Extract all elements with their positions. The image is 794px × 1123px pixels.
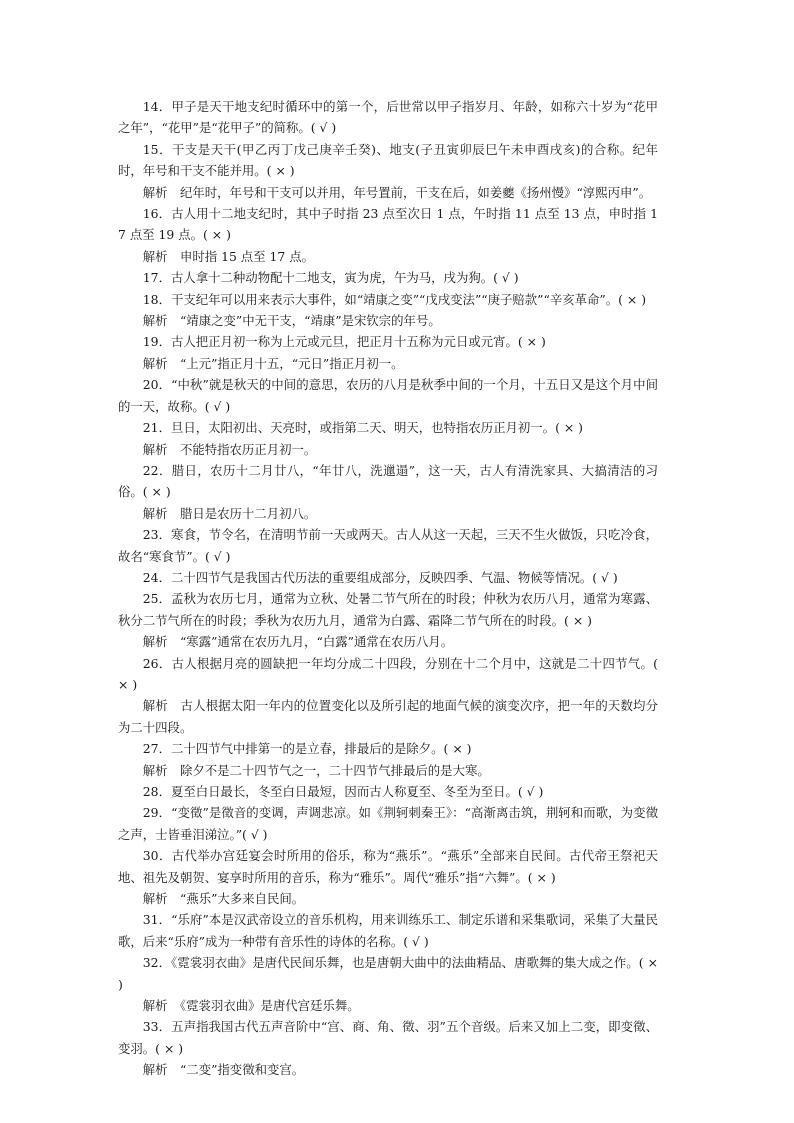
analysis-25: 解析 “寒露”通常在农历九月，“白露”通常在农历八月。 [142, 634, 454, 650]
question-31: 31．“乐府”本是汉武帝设立的音乐机构，用来训练乐工、制定乐谱和采集歌词，采集了大量民歌，后来“乐府”成为一种带有音乐性的诗体的名称。( √ ) [118, 912, 658, 949]
question-14: 14．甲子是天干地支纪时循环中的第一个，后世常以甲子指岁月、年龄，如称六十岁为“花甲之年”，“花甲”是“花甲子”的简称。( √ ) [118, 99, 658, 136]
question-20: 20．“中秋”就是秋天的中间的意思，农历的八月是秋季中间的一个月，十五日又是这个月中间的一天，故称。( √ ) [118, 377, 658, 414]
question-27: 27．二十四节气中排第一的是立春，排最后的是除夕。( × ) [142, 741, 472, 757]
question-22: 22．腊日，农历十二月廿八，“年廿八，洗邋遢”，这一天，古人有清洗家具、大搞清洁的习俗。( × ) [118, 462, 658, 500]
analysis-16: 解析 申时指 15 点至 17 点。 [142, 248, 314, 264]
analysis-33: 解析 “二变”指变徵和变宫。 [142, 1062, 305, 1078]
analysis-26: 解析 古人根据太阳一年内的位置变化以及所引起的地面气候的演变次序，把一年的天数均分为二十四段。 [118, 698, 658, 735]
analysis-18: 解析 “靖康之变”中无干支，“靖康”是宋钦宗的年号。 [142, 313, 441, 329]
question-26: 26．古人根据月亮的圆缺把一年均分成二十四段，分别在十二个月中，这就是二十四节气。( × ) [118, 655, 658, 692]
analysis-21: 解析 不能特指农历正月初一。 [142, 441, 317, 457]
analysis-15: 解析 纪年时，年号和干支可以并用，年号置前，干支在后，如姜夔《扬州慢》“淳熙丙申”。 [142, 184, 652, 200]
question-23: 23．寒食，节令名，在清明节前一天或两天。古人从这一天起，三天不生火做饭，只吃冷食，故名“寒食节”。( √ ) [118, 527, 658, 564]
question-17: 17．古人拿十二种动物配十二地支，寅为虎，午为马，戌为狗。( √ ) [142, 270, 519, 286]
question-28: 28．夏至白日最长，冬至白日最短，因而古人称夏至、冬至为至日。( √ ) [142, 784, 544, 799]
question-16: 16．古人用十二地支纪时，其中子时指 23 点至次日 1 点，午时指 11 点至 13 点，申时指 17 点至 19 点。( × ) [118, 206, 658, 243]
document-page [118, 96, 658, 1081]
question-18: 18．干支纪年可以用来表示大事件，如“靖康之变”“戊戌变法”“庚子赔款”“辛亥革命”。( × ) [142, 291, 647, 307]
analysis-32: 解析 《霓裳羽衣曲》是唐代宫廷乐舞。 [142, 998, 360, 1014]
question-29: 29．“变徵”是徵音的变调，声调悲凉。如《荆轲刺秦王》：“高渐离击筑，荆轲和而歌，为变徵之声，士皆垂泪涕泣。”( √ ) [118, 805, 658, 842]
question-24: 24．二十四节气是我国古代历法的重要组成部分，反映四季、气温、物候等情况。( √ ) [142, 569, 618, 585]
question-25: 25．孟秋为农历七月，通常为立秋、处暑二节气所在的时段；仲秋为农历八月，通常为寒露、秋分二节气所在的时段；季秋为农历九月，通常为白露、霜降二节气所在的时段。( × ) [118, 591, 658, 628]
question-32: 32．《霓裳羽衣曲》是唐代民间乐舞，也是唐朝大曲中的法曲精品、唐歌舞的集大成之作。( × ) [118, 955, 658, 992]
question-33: 33．五声指我国古代五声音阶中“宫、商、角、徵、羽”五个音级。后来又加上二变，即变徵、变羽。( × ) [118, 1019, 658, 1056]
question-19: 19．古人把正月初一称为上元或元旦，把正月十五称为元日或元宵。( × ) [142, 334, 546, 350]
analysis-30: 解析 “燕乐”大多来自民间。 [142, 891, 305, 907]
analysis-27: 解析 除夕不是二十四节气之一，二十四节气排最后的是大寒。 [142, 762, 490, 778]
question-15: 15．干支是天干(甲乙丙丁戊己庚辛壬癸)、地支(子丑寅卯辰巳午未申酉戌亥)的合称。纪年时，年号和干支不能并用。( × ) [118, 141, 658, 179]
analysis-22: 解析 腊日是农历十二月初八。 [142, 505, 317, 521]
question-21: 21．旦日，太阳初出、天亮时，或指第二天、明天，也特指农历正月初一。( × ) [142, 420, 583, 436]
question-30: 30．古代举办宫廷宴会时所用的俗乐，称为“燕乐”。“燕乐”全部来自民间。古代帝王祭祀天地、祖先及朝贺、宴享时所用的音乐，称为“雅乐”。周代“雅乐”指“六舞”。( × ) [118, 848, 658, 885]
analysis-19: 解析 “上元”指正月十五，“元日”指正月初一。 [142, 355, 404, 371]
